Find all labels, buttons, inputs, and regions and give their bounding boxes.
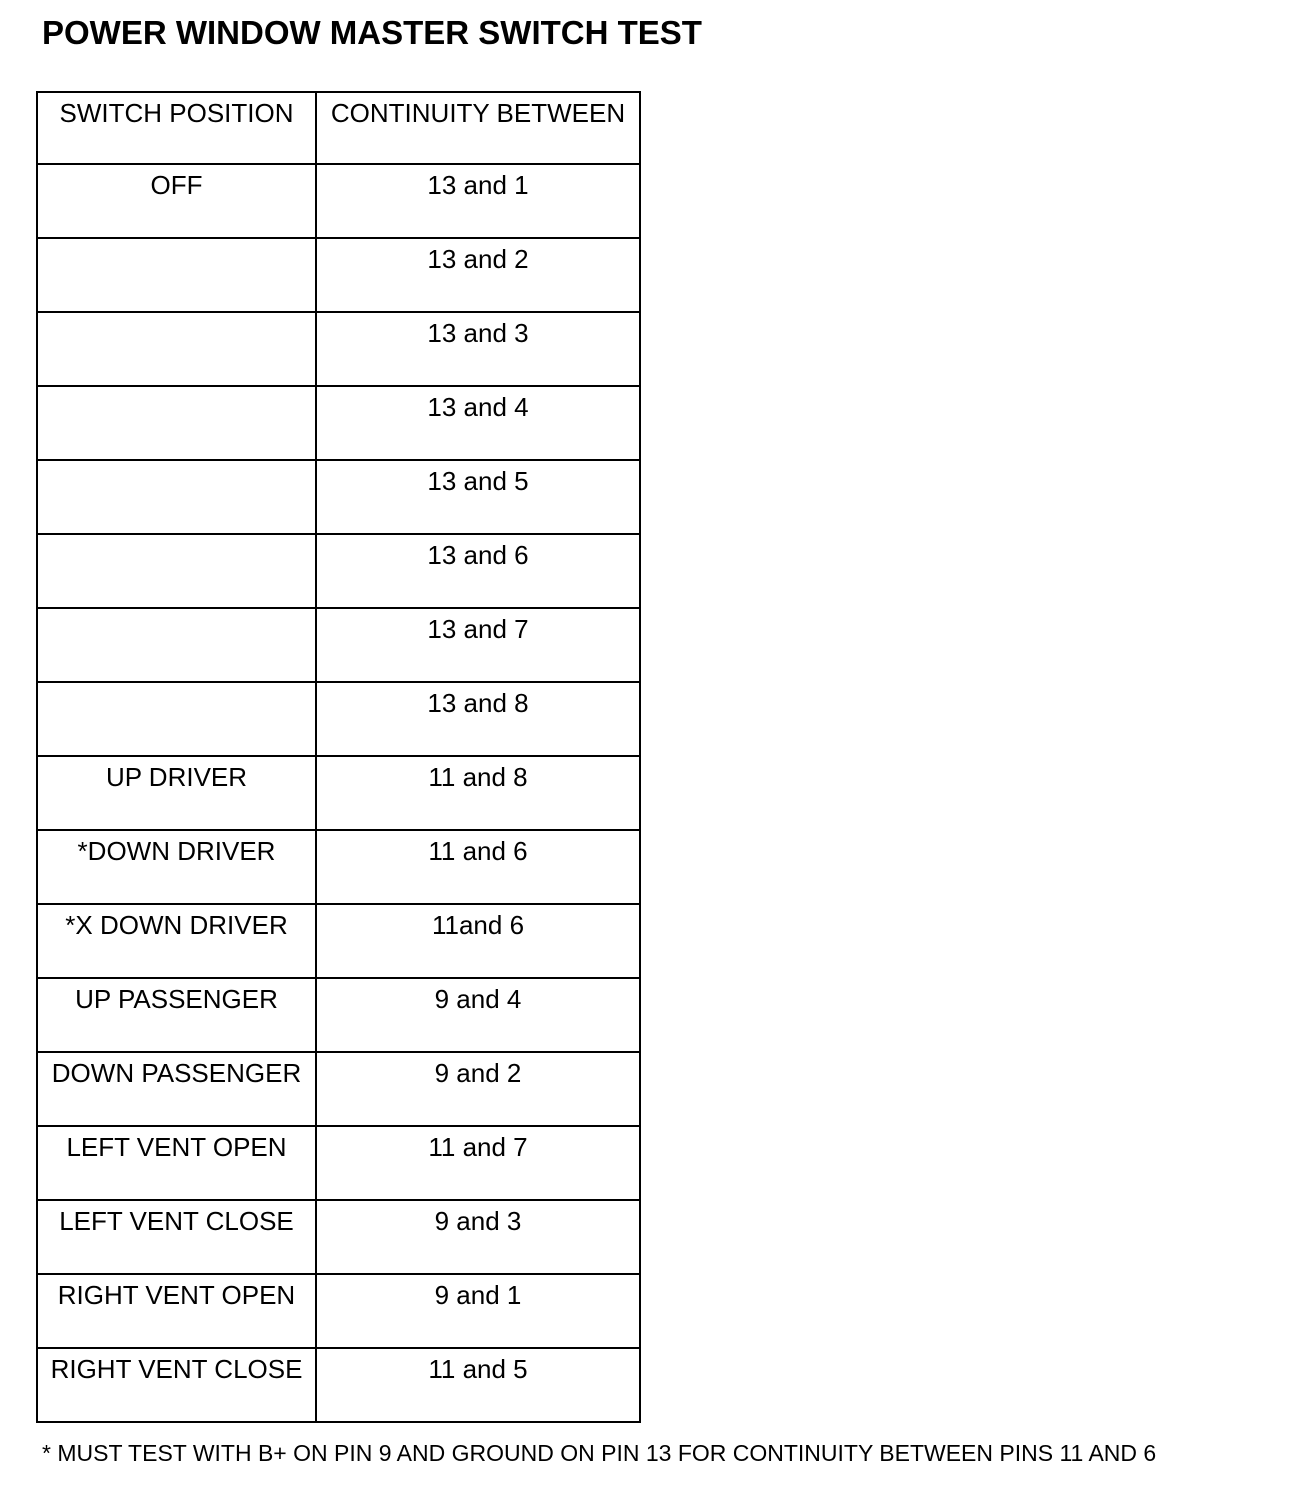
table-row (37, 1274, 640, 1348)
table-body (37, 164, 640, 1422)
switch-position-cell: DOWN PASSENGER (37, 1052, 316, 1126)
table-row (37, 164, 640, 238)
continuity-cell: 13 and 1 (316, 164, 640, 238)
switch-position-cell: OFF (37, 164, 316, 238)
table-row (37, 608, 640, 682)
continuity-cell: 9 and 3 (316, 1200, 640, 1274)
continuity-cell: 13 and 2 (316, 238, 640, 312)
header-switch-position: SWITCH POSITION (37, 92, 316, 164)
continuity-cell: 13 and 7 (316, 608, 640, 682)
switch-position-cell (37, 312, 316, 386)
switch-position-cell (37, 534, 316, 608)
table-row (37, 1126, 640, 1200)
continuity-cell: 11 and 8 (316, 756, 640, 830)
switch-position-cell: LEFT VENT OPEN (37, 1126, 316, 1200)
continuity-cell: 9 and 4 (316, 978, 640, 1052)
continuity-cell: 9 and 1 (316, 1274, 640, 1348)
table-row (37, 460, 640, 534)
switch-position-cell: RIGHT VENT OPEN (37, 1274, 316, 1348)
continuity-cell: 13 and 6 (316, 534, 640, 608)
table-row (37, 682, 640, 756)
switch-position-cell: *X DOWN DRIVER (37, 904, 316, 978)
switch-position-cell (37, 238, 316, 312)
continuity-cell: 9 and 2 (316, 1052, 640, 1126)
continuity-cell: 13 and 8 (316, 682, 640, 756)
table-row (37, 1348, 640, 1422)
continuity-cell: 13 and 4 (316, 386, 640, 460)
table-row (37, 830, 640, 904)
continuity-cell: 11 and 5 (316, 1348, 640, 1422)
continuity-cell: 13 and 3 (316, 312, 640, 386)
switch-position-cell: UP DRIVER (37, 756, 316, 830)
switch-position-cell (37, 682, 316, 756)
table-row (37, 312, 640, 386)
switch-position-cell (37, 608, 316, 682)
switch-position-cell (37, 460, 316, 534)
table-row (37, 1052, 640, 1126)
switch-position-cell: LEFT VENT CLOSE (37, 1200, 316, 1274)
continuity-cell: 11and 6 (316, 904, 640, 978)
switch-position-cell: UP PASSENGER (37, 978, 316, 1052)
table-row (37, 756, 640, 830)
table-row (37, 978, 640, 1052)
table-row (37, 386, 640, 460)
continuity-cell: 11 and 7 (316, 1126, 640, 1200)
table-row (37, 904, 640, 978)
table-row (37, 1200, 640, 1274)
continuity-cell: 11 and 6 (316, 830, 640, 904)
footnote: * MUST TEST WITH B+ ON PIN 9 AND GROUND ON PIN 13 FOR CONTINUITY BETWEEN PINS 11 AND 6 (42, 1440, 1157, 1466)
switch-test-table (36, 91, 641, 1423)
switch-position-cell (37, 386, 316, 460)
table-row (37, 238, 640, 312)
continuity-cell: 13 and 5 (316, 460, 640, 534)
switch-position-cell: *DOWN DRIVER (37, 830, 316, 904)
page-title: POWER WINDOW MASTER SWITCH TEST (42, 14, 702, 51)
switch-position-cell: RIGHT VENT CLOSE (37, 1348, 316, 1422)
header-continuity-between: CONTINUITY BETWEEN (316, 92, 640, 164)
table-row (37, 534, 640, 608)
table-header-row (37, 92, 640, 164)
